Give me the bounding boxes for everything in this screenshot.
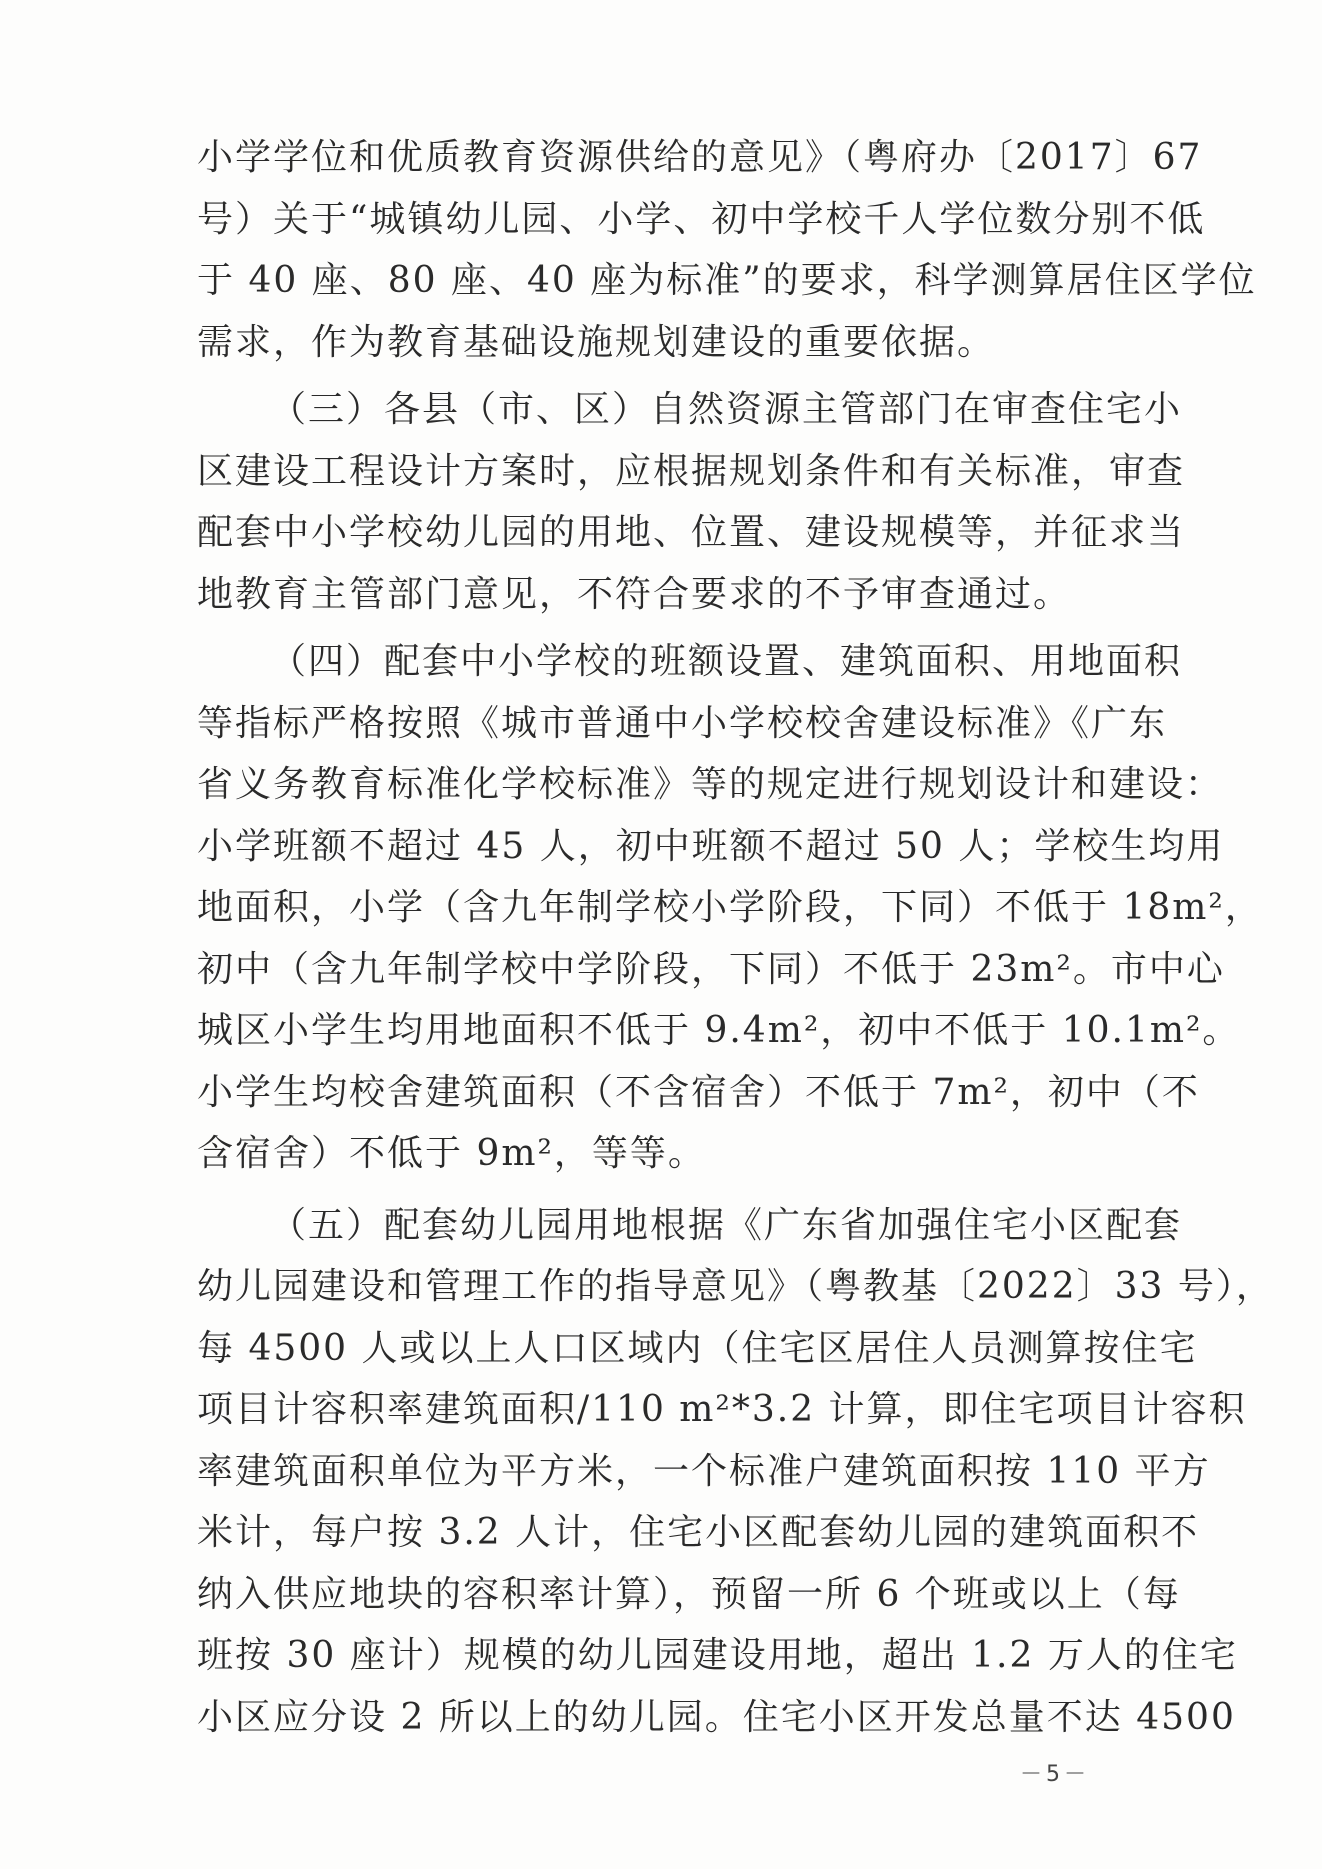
text-line: 每 4500 人或以上人口区域内（住宅区居住人员测算按住宅 <box>197 1327 1198 1369</box>
section-4-heading-line: （四）配套中小学校的班额设置、建筑面积、用地面积 <box>270 641 1183 682</box>
text-line: 含宿舍）不低于 9m²，等等。 <box>197 1133 706 1174</box>
text-line: 区建设工程设计方案时，应根据规划条件和有关标准，审查 <box>197 450 1186 492</box>
text-line: 小学学位和优质教育资源供给的意见》（粤府办〔2017〕67 <box>197 137 1203 178</box>
text-line: 等指标严格按照《城市普通中小学校校舍建设标准》《广东 <box>197 702 1168 744</box>
text-line: 于 40 座、80 座、40 座为标准”的要求，科学测算居住区学位 <box>197 260 1257 301</box>
text-line: 项目计容积率建筑面积/110 m²*3.2 计算，即住宅项目计容积 <box>197 1389 1247 1430</box>
text-line: 小学生均校舍建筑面积（不含宿舍）不低于 7m²，初中（不 <box>197 1071 1200 1113</box>
text-line: 需求，作为教育基础设施规划建设的重要依据。 <box>197 321 996 363</box>
text-line: 幼儿园建设和管理工作的指导意见》（粤教基〔2022〕33 号）， <box>197 1266 1274 1307</box>
text-line: 小学班额不超过 45 人，初中班额不超过 50 人；学校生均用 <box>197 825 1225 867</box>
text-line: 率建筑面积单位为平方米，一个标准户建筑面积按 110 平方 <box>197 1450 1211 1492</box>
text-line: 号）关于“城镇幼儿园、小学、初中学校千人学位数分别不低 <box>197 198 1206 240</box>
text-line: 省义务教育标准化学校标准》等的规定进行规划设计和建设： <box>197 764 1224 805</box>
section-5-heading-line: （五）配套幼儿园用地根据《广东省加强住宅小区配套 <box>270 1204 1183 1246</box>
text-line: 初中（含九年制学校中学阶段，下同）不低于 23m²。市中心 <box>197 948 1225 990</box>
text-line: 地教育主管部门意见，不符合要求的不予审查通过。 <box>197 573 1072 615</box>
text-line: 纳入供应地块的容积率计算），预留一所 6 个班或以上（每 <box>197 1573 1181 1615</box>
text-line: 城区小学生均用地面积不低于 9.4m²，初中不低于 10.1m²。 <box>197 1010 1241 1051</box>
text-line: 地面积，小学（含九年制学校小学阶段，下同）不低于 18m²， <box>197 887 1263 928</box>
text-line: 小区应分设 2 所以上的幼儿园。住宅小区开发总量不达 4500 <box>197 1696 1236 1738</box>
text-line: 米计，每户按 3.2 人计，住宅小区配套幼儿园的建筑面积不 <box>197 1512 1200 1553</box>
section-3-heading-line: （三）各县（市、区）自然资源主管部门在审查住宅小 <box>270 389 1183 430</box>
text-line: 班按 30 座计）规模的幼儿园建设用地，超出 1.2 万人的住宅 <box>197 1635 1238 1676</box>
text-line: 配套中小学校幼儿园的用地、位置、建设规模等，并征求当 <box>197 512 1186 553</box>
page-number: －5－ <box>1020 1762 1090 1787</box>
